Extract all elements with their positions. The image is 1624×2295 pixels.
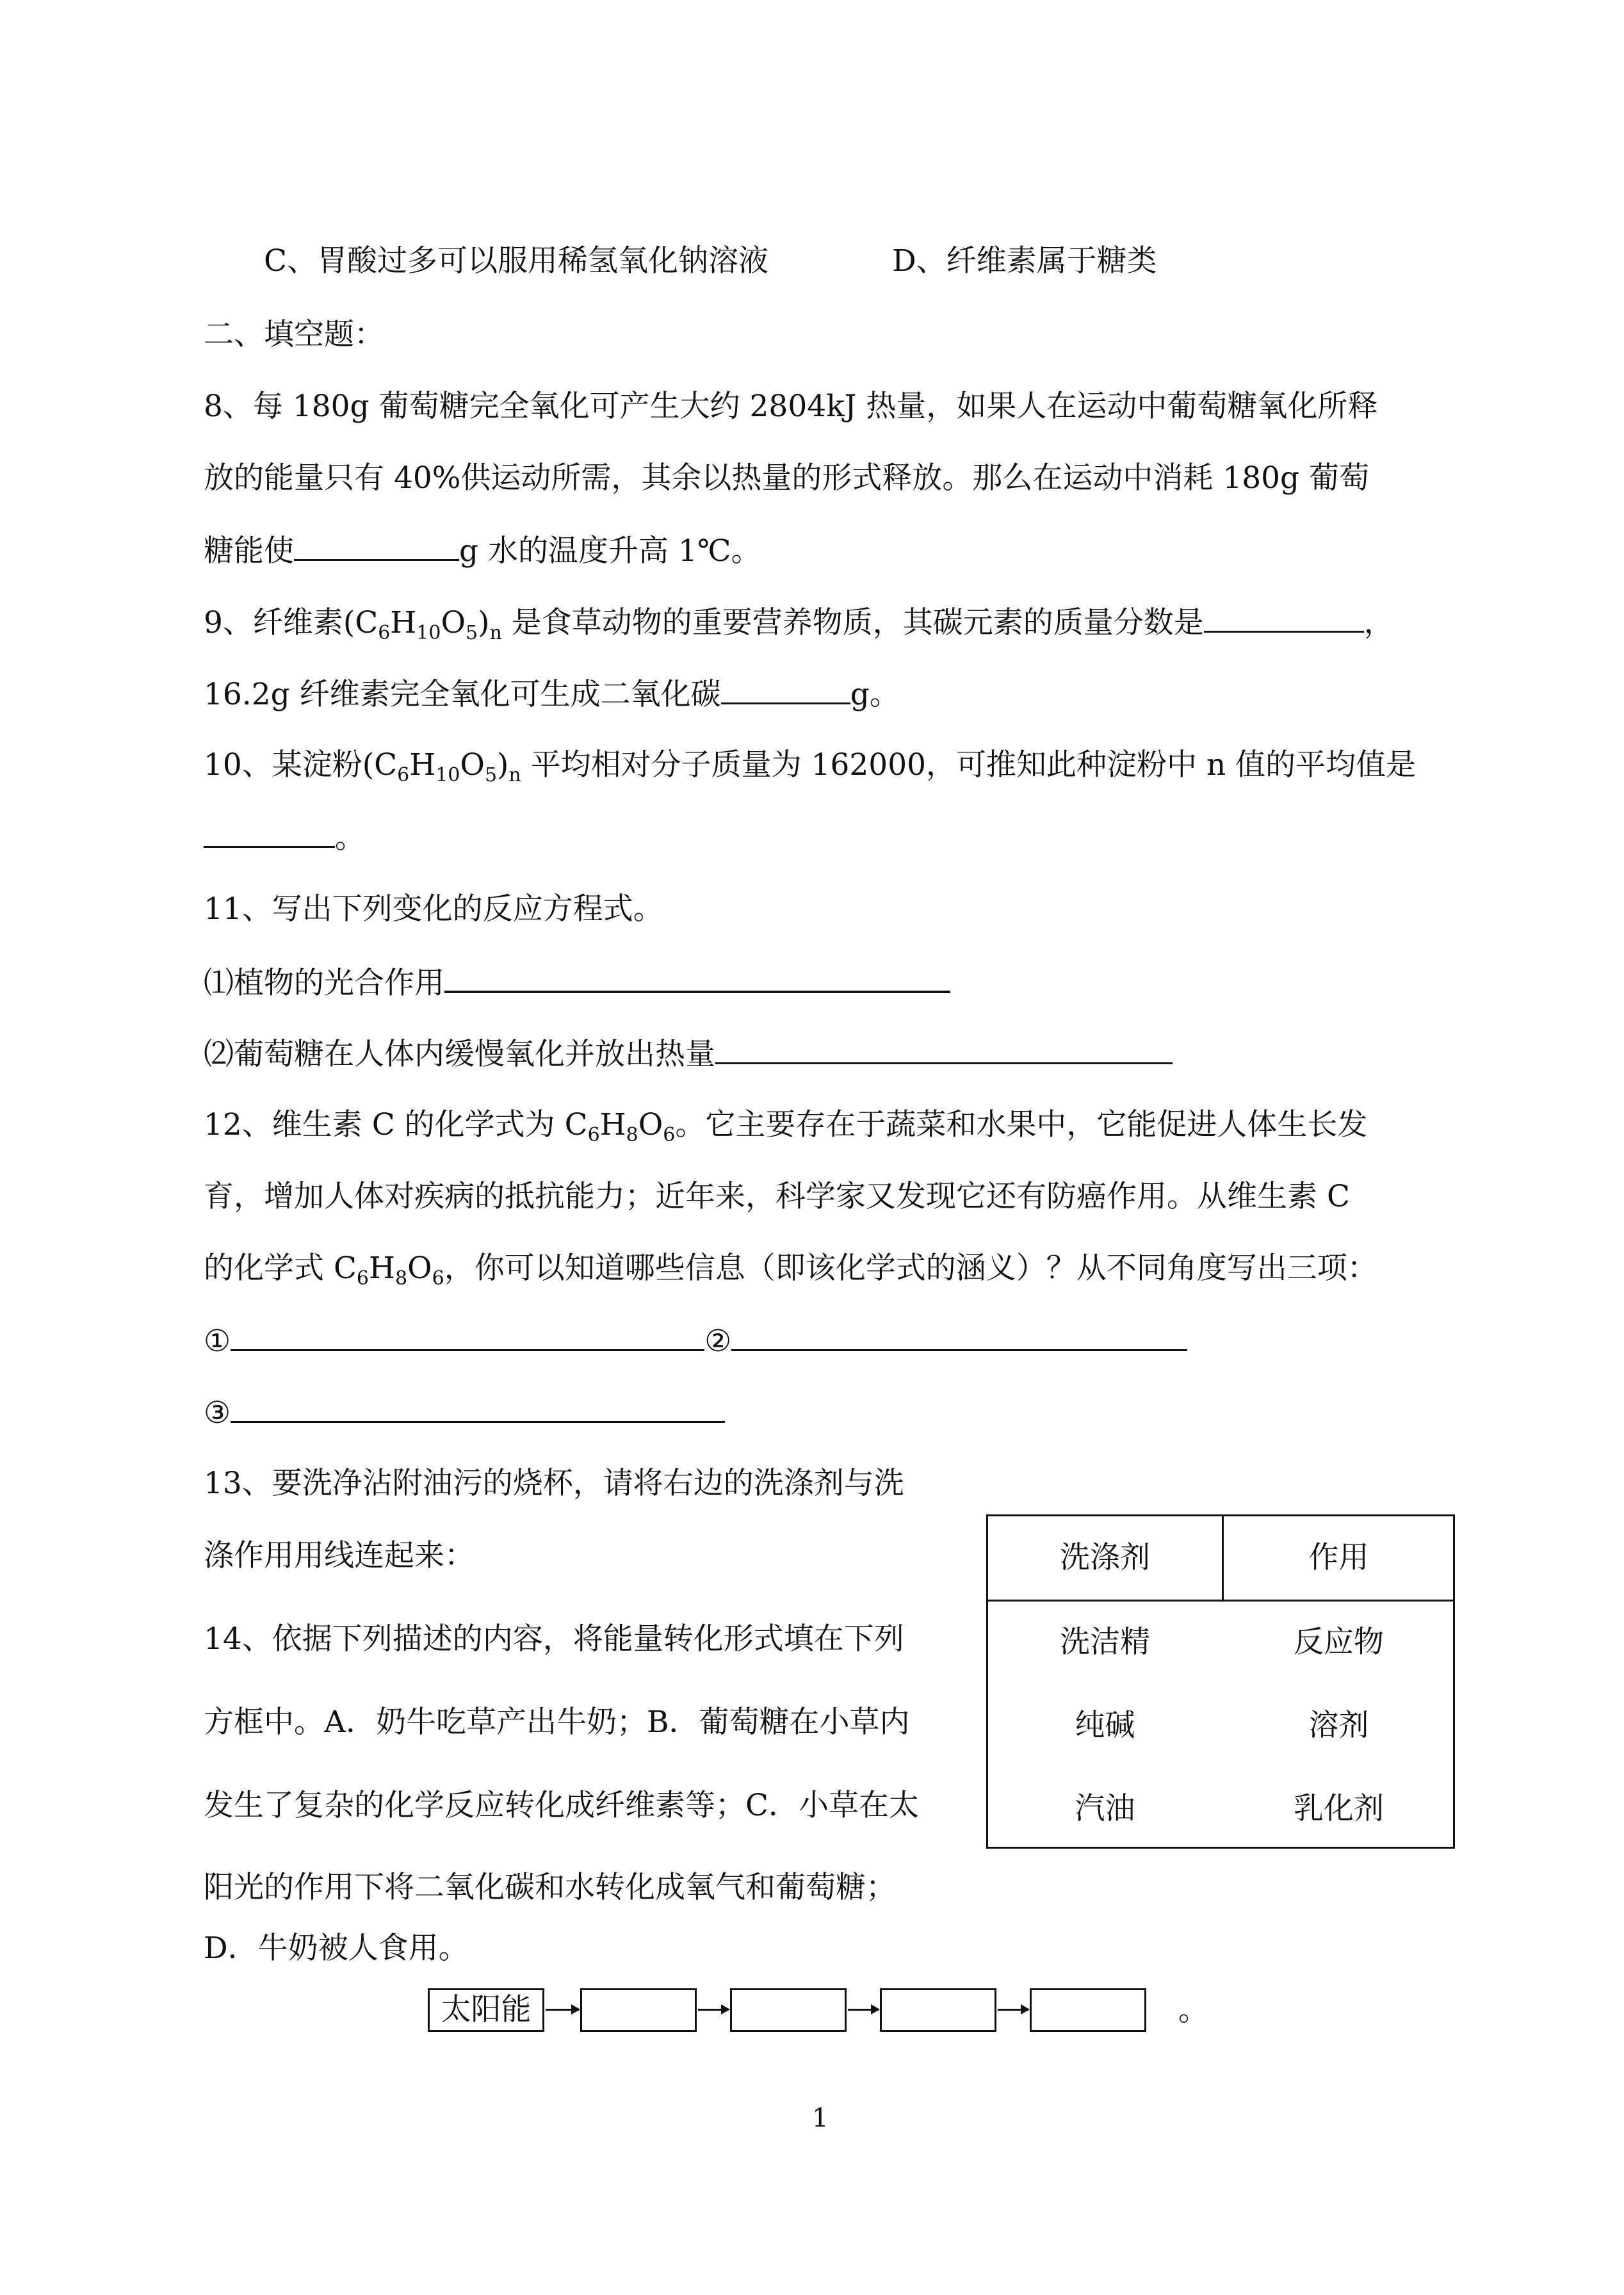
q9-text-a: 9、纤维素(C	[204, 605, 378, 640]
q12-mark-1: ①	[204, 1324, 231, 1359]
q12-line-2: 育，增加人体对疾病的抵抗能力；近年来，科学家又发现它还有防癌作用。从维生素 C	[204, 1179, 1350, 1214]
q14-line-1: 14、依据下列描述的内容，将能量转化形式填在下列	[204, 1621, 904, 1657]
q12-text-b: 。它主要存在于蔬菜和水果中，它能促进人体生长发	[675, 1107, 1368, 1142]
table-header-function: 作用	[1308, 1540, 1369, 1575]
q13-line-1: 13、要洗净沾附油污的烧杯，请将右边的洗涤剂与洗	[204, 1466, 904, 1501]
q9-sub-10: 10	[416, 622, 441, 644]
q10-h: H	[409, 747, 436, 783]
q10-sub-n: n	[508, 764, 521, 786]
q11-title: 11、写出下列变化的反应方程式。	[204, 891, 663, 927]
flow-arrow-3	[848, 2009, 879, 2011]
q12-answer-blank-3[interactable]	[231, 1393, 725, 1423]
flow-end-period: 。	[1178, 1993, 1208, 2028]
q10-sub-10: 10	[435, 764, 460, 786]
q7-option-c: C、胃酸过多可以服用稀氢氧化钠溶液	[264, 243, 768, 279]
q9-o: O	[441, 605, 466, 640]
q12-h2: H	[369, 1251, 395, 1286]
q12-sub-8: 8	[626, 1124, 638, 1146]
flow-box-2[interactable]	[730, 1988, 847, 2032]
q9-h: H	[390, 605, 417, 640]
q12-text-d: ，你可以知道哪些信息（即该化学式的涵义）？从不同角度写出三项：	[444, 1251, 1377, 1286]
flow-arrow-1	[546, 2009, 579, 2011]
q9-line-2	[204, 674, 900, 714]
q9-line-1	[204, 603, 1394, 642]
q8-answer-blank[interactable]	[294, 531, 459, 561]
q11-p1-label: ⑴植物的光合作用	[204, 966, 444, 1001]
q10-sub-6: 6	[397, 764, 410, 786]
q10-line-2	[204, 818, 365, 857]
q11-p2-blank[interactable]	[715, 1034, 1173, 1064]
flow-box-4[interactable]	[1030, 1988, 1146, 2032]
q11-p2-label: ⑵葡萄糖在人体内缓慢氧化并放出热量	[204, 1037, 715, 1072]
section-title: 二、填空题：	[204, 317, 384, 352]
q8-text-a: 糖能使	[204, 533, 294, 569]
flow-box-3[interactable]	[880, 1988, 996, 2032]
q9-sub-5: 5	[466, 622, 478, 644]
q11-part-2	[204, 1034, 1173, 1074]
q12-text-c: 的化学式 C	[204, 1251, 357, 1286]
flow-arrow-4	[998, 2009, 1028, 2011]
q10-line-1	[204, 746, 1416, 784]
q12-sub-8b: 8	[395, 1267, 408, 1290]
q11-part-1	[204, 962, 950, 1003]
q10-close: )	[497, 747, 509, 783]
q12-mark-2: ②	[704, 1324, 732, 1359]
flow-box-1[interactable]	[580, 1988, 697, 2032]
q13-line-2: 涤作用用线连起来：	[204, 1538, 475, 1573]
q12-o2: O	[407, 1251, 432, 1286]
q10-answer-blank[interactable]	[204, 818, 335, 848]
q9-close: )	[478, 605, 490, 640]
detergent-table	[986, 1514, 1455, 1849]
q14-line-4: 阳光的作用下将二氧化碳和水转化成氧气和葡萄糖；	[204, 1870, 896, 1905]
flow-arrow-2	[698, 2009, 729, 2011]
q9-sub-6: 6	[378, 622, 391, 644]
table-right-item[interactable]: 乳化剂	[1294, 1791, 1384, 1826]
q7-option-d: D、纤维素属于糖类	[892, 243, 1157, 279]
table-right-item[interactable]: 反应物	[1294, 1625, 1384, 1660]
q12-line-3	[204, 1249, 1377, 1288]
table-left-item[interactable]: 汽油	[1075, 1791, 1135, 1826]
q10-text-b: 平均相对分子质量为 162000，可推知此种淀粉中 n 值的平均值是	[521, 747, 1417, 783]
q12-sub-6c: 6	[356, 1267, 369, 1290]
q12-answer-blank-2[interactable]	[731, 1321, 1187, 1351]
q12-h: H	[599, 1107, 626, 1142]
q8-text-b: g 水的温度升高 1℃。	[459, 533, 761, 569]
q10-sub-5: 5	[484, 764, 498, 786]
table-right-item[interactable]: 溶剂	[1308, 1708, 1369, 1743]
table-header-detergent: 洗涤剂	[1060, 1540, 1150, 1575]
q9-text-d: 16.2g 纤维素完全氧化可生成二氧化碳	[204, 677, 721, 712]
flow-start-box: 太阳能	[428, 1988, 544, 2032]
table-left-item[interactable]: 纯碱	[1075, 1708, 1135, 1743]
q9-answer-blank-1[interactable]	[1204, 603, 1364, 633]
q12-sub-6b: 6	[663, 1124, 676, 1146]
q8-line-2: 放的能量只有 40%供运动所需，其余以热量的形式释放。那么在运动中消耗 180g 葡萄	[204, 460, 1370, 496]
q12-sub-6a: 6	[587, 1124, 600, 1146]
q9-answer-blank-2[interactable]	[721, 674, 850, 704]
q8-line-3	[204, 531, 761, 571]
q12-text-a: 12、维生素 C 的化学式为 C	[204, 1107, 588, 1142]
q8-line-1: 8、每 180g 葡萄糖完全氧化可产生大约 2804kJ 热量，如果人在运动中葡萄糖氧化所释	[204, 389, 1378, 424]
q9-text-b: 是食草动物的重要营养物质，其碳元素的质量分数是	[501, 605, 1204, 640]
q12-answers-row-2	[204, 1393, 725, 1432]
q11-p1-blank[interactable]	[444, 962, 950, 993]
q14-line-5: D．牛奶被人食用。	[204, 1931, 469, 1966]
q12-answer-blank-1[interactable]	[231, 1321, 704, 1351]
q12-o: O	[638, 1107, 663, 1142]
q12-line-1	[204, 1106, 1367, 1144]
q10-text-a: 10、某淀粉(C	[204, 747, 398, 783]
q14-line-2: 方框中。A．奶牛吃草产出牛奶；B．葡萄糖在小草内	[204, 1705, 910, 1740]
table-left-item[interactable]: 洗洁精	[1060, 1625, 1150, 1660]
q9-text-c: ，	[1363, 605, 1394, 640]
q12-mark-3: ③	[204, 1395, 231, 1431]
q9-sub-n: n	[489, 622, 502, 644]
q10-o: O	[460, 747, 485, 783]
q9-text-e: g。	[850, 677, 900, 712]
q10-text-c: 。	[335, 820, 365, 856]
q12-sub-6d: 6	[432, 1267, 444, 1290]
q14-line-3: 发生了复杂的化学反应转化成纤维素等；C．小草在太	[204, 1788, 919, 1823]
page-number: 1	[812, 2104, 829, 2133]
q12-answers-row-1	[204, 1321, 1187, 1361]
